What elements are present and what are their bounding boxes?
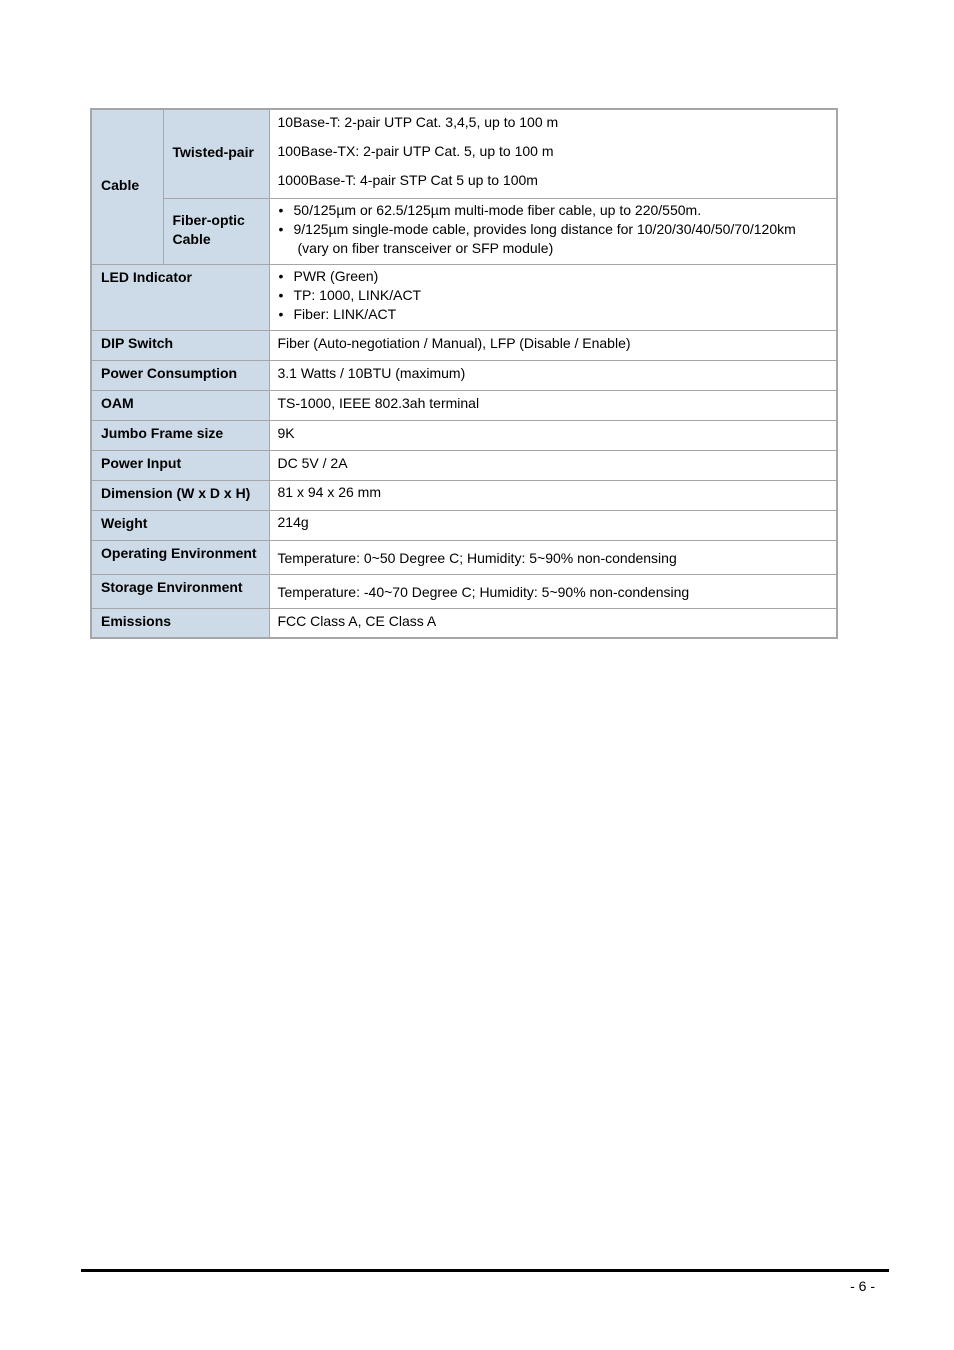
- row-value: Temperature: -40~70 Degree C; Humidity: 5~90% non-condensing: [277, 583, 690, 600]
- row-value: FCC Class A, CE Class A: [277, 612, 437, 629]
- row-label: Power Consumption: [101, 364, 238, 381]
- table-row: [91, 109, 837, 198]
- list-item: • PWR (Green): [278, 267, 829, 286]
- row-label-cell: [91, 330, 269, 360]
- row-label-cell: [91, 420, 269, 450]
- row-value-cell: [269, 510, 837, 540]
- table-row: [91, 390, 837, 420]
- fiber-optic-label-line: Fiber-optic: [172, 211, 245, 228]
- cable-label: Cable: [101, 176, 140, 193]
- row-label-cell: [91, 574, 269, 608]
- twisted-pair-value-cell: [269, 109, 837, 198]
- led-indicator-bullet-list: [278, 267, 829, 324]
- row-value-cell: [269, 450, 837, 480]
- row-value-cell: [269, 360, 837, 390]
- table-row: [91, 574, 837, 608]
- row-label: Operating Environment: [101, 544, 257, 561]
- row-label-cell: [91, 480, 269, 510]
- fiber-optic-label-line: Cable: [172, 230, 211, 247]
- row-label-cell: [91, 360, 269, 390]
- row-label-cell: [91, 450, 269, 480]
- row-label-cell: [91, 608, 269, 638]
- table-row: [91, 480, 837, 510]
- table-row: [91, 330, 837, 360]
- table-row: [91, 540, 837, 574]
- fiber-optic-bullet-list: [278, 201, 829, 239]
- row-value: 214g: [277, 513, 309, 530]
- row-label: Emissions: [101, 612, 172, 629]
- row-label: LED Indicator: [101, 268, 193, 285]
- list-item: • 50/125µm or 62.5/125µm multi-mode fiber cable, up to 220/550m.: [278, 201, 829, 220]
- specification-table: [90, 108, 838, 639]
- row-value: 9K: [277, 424, 295, 441]
- twisted-pair-label: Twisted-pair: [172, 143, 254, 160]
- row-value: Fiber (Auto-negotiation / Manual), LFP (Disable / Enable): [277, 334, 631, 351]
- row-label: Weight: [101, 514, 148, 531]
- row-value-cell: [269, 390, 837, 420]
- row-label: Storage Environment: [101, 578, 243, 595]
- row-label-cell: [91, 510, 269, 540]
- fiber-optic-continuation: (vary on fiber transceiver or SFP module): [297, 239, 554, 256]
- twisted-pair-line: 10Base-T: 2-pair UTP Cat. 3,4,5, up to 100 m: [277, 114, 559, 130]
- page-number: - 6 -: [850, 1278, 875, 1294]
- table-row: [91, 360, 837, 390]
- row-label-cell: [91, 540, 269, 574]
- row-value-cell: [269, 608, 837, 638]
- row-value: Temperature: 0~50 Degree C; Humidity: 5~90% non-condensing: [277, 549, 677, 566]
- twisted-pair-line: 1000Base-T: 4-pair STP Cat 5 up to 100m: [277, 172, 538, 188]
- row-label: DIP Switch: [101, 334, 174, 351]
- list-item: • 9/125µm single-mode cable, provides long distance for 10/20/30/40/50/70/120km: [278, 220, 829, 239]
- row-value-cell: [269, 540, 837, 574]
- table-row: [91, 198, 837, 264]
- cable-label-cell: [91, 109, 163, 264]
- row-value: DC 5V / 2A: [277, 454, 348, 471]
- twisted-pair-line: 100Base-TX: 2-pair UTP Cat. 5, up to 100 m: [277, 143, 554, 159]
- led-indicator-label-cell: [91, 264, 269, 330]
- row-label: Dimension (W x D x H): [101, 484, 251, 501]
- row-value-cell: [269, 420, 837, 450]
- footer-divider: [81, 1269, 889, 1272]
- row-value-cell: [269, 330, 837, 360]
- row-value: 3.1 Watts / 10BTU (maximum): [277, 364, 466, 381]
- fiber-optic-label-cell: [163, 198, 269, 264]
- table-row: [91, 510, 837, 540]
- row-value-cell: [269, 574, 837, 608]
- table-row: [91, 450, 837, 480]
- row-label: Power Input: [101, 454, 182, 471]
- list-item: • TP: 1000, LINK/ACT: [278, 286, 829, 305]
- table-row: [91, 264, 837, 330]
- list-item: • Fiber: LINK/ACT: [278, 305, 829, 324]
- row-label-cell: [91, 390, 269, 420]
- led-indicator-value-cell: [269, 264, 837, 330]
- row-value-cell: [269, 480, 837, 510]
- table-row: [91, 420, 837, 450]
- row-value: 81 x 94 x 26 mm: [277, 483, 381, 500]
- twisted-pair-label-cell: [163, 109, 269, 198]
- row-label: OAM: [101, 394, 134, 411]
- fiber-optic-value-cell: [269, 198, 837, 264]
- row-value: TS-1000, IEEE 802.3ah terminal: [277, 394, 480, 411]
- row-label: Jumbo Frame size: [101, 424, 224, 441]
- table-row: [91, 608, 837, 638]
